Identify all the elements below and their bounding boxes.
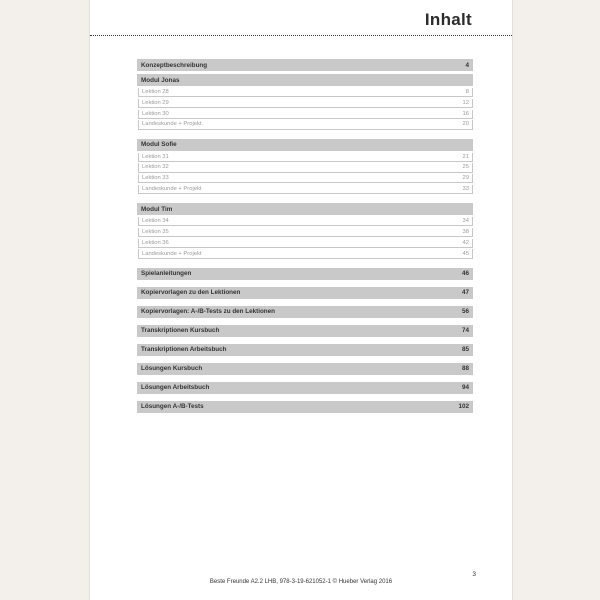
toc-sub-entry-label: Lektion 35 (142, 228, 169, 235)
toc-entry[interactable] (137, 325, 473, 337)
toc-sub-entry-page: 21 (462, 153, 469, 160)
toc-entry[interactable] (137, 59, 473, 71)
toc-sub-entry[interactable] (138, 99, 473, 108)
toc-sub-entry-label: Landeskunde + Projekt (142, 121, 202, 128)
toc-sub-entry[interactable] (138, 110, 473, 119)
toc-section (137, 401, 473, 413)
toc-sub-entry-label: Lektion 29 (142, 99, 169, 106)
toc-section (137, 268, 473, 280)
toc-entry-label: Lösungen A-/B-Tests (141, 403, 204, 411)
toc-sub-entry-page: 12 (462, 99, 469, 106)
toc-sub-entry-page: 45 (462, 250, 469, 257)
toc-section (137, 59, 473, 71)
toc-entry[interactable] (137, 287, 473, 299)
toc-sub-entry-label: Lektion 33 (142, 175, 169, 182)
toc-sub-entry-label: Lektion 31 (142, 153, 169, 160)
toc-entry-label: Modul Tim (141, 205, 173, 213)
toc-sub-entry[interactable] (138, 174, 473, 183)
toc-entry-label: Lösungen Kursbuch (141, 365, 203, 373)
toc-sub-entry[interactable] (138, 228, 473, 237)
toc-entry[interactable] (137, 268, 473, 280)
toc-entry-page: 94 (461, 384, 469, 392)
toc-section (137, 203, 473, 259)
toc-entry-label: Spielanleitungen (141, 270, 192, 278)
toc-sub-entry-page: 16 (462, 110, 469, 117)
toc-section (137, 74, 473, 130)
toc-sub-entry-page: 33 (462, 185, 469, 192)
toc-sub-entry-page: 29 (462, 175, 469, 182)
toc-entry-page: 102 (458, 403, 469, 411)
toc-entry-page: 47 (461, 289, 469, 297)
toc-module-header[interactable] (137, 203, 473, 215)
toc-entry-page: 56 (461, 308, 469, 316)
toc-entry-label: Kopiervorlagen zu den Lektionen (141, 289, 241, 297)
toc-sub-entry-label: Lektion 30 (142, 110, 169, 117)
toc-sub-entry-label: Lektion 36 (142, 239, 169, 246)
toc-sub-entry-page: 34 (462, 218, 469, 225)
toc-sub-entry[interactable] (138, 239, 473, 248)
toc-entry-label: Transkriptionen Arbeitsbuch (141, 346, 227, 354)
toc-sub-entry[interactable] (138, 153, 473, 162)
toc-entry-page: 4 (465, 61, 469, 69)
toc-entry-label: Kopiervorlagen: A-/B-Tests zu den Lektionen (141, 308, 275, 316)
toc-entry-page: 88 (461, 365, 469, 373)
toc-entry-page: 46 (461, 270, 469, 278)
toc-sub-entry[interactable] (138, 88, 473, 97)
toc-sub-entry[interactable] (138, 249, 473, 258)
toc-sub-entry-label: Lektion 34 (142, 218, 169, 225)
toc-section (137, 382, 473, 394)
toc-entry-label: Konzeptbeschreibung (141, 61, 208, 69)
toc-section (137, 306, 473, 318)
toc-sub-entry-page: 8 (465, 89, 469, 96)
toc-module-header[interactable] (137, 74, 473, 86)
toc-sub-entry-label: Lektion 32 (142, 164, 169, 171)
toc-entry[interactable] (137, 344, 473, 356)
toc-entry-page: 74 (461, 327, 469, 335)
title-dotted-rule (90, 35, 512, 36)
toc-entry-label: Lösungen Arbeitsbuch (141, 384, 210, 392)
toc-module-header[interactable] (137, 139, 473, 151)
page-title: Inhalt (424, 10, 472, 29)
footer-text: Beste Freunde A2.2 LHB, 978-3-19-621052-1 © Hueber Verlag 2016 (209, 579, 393, 585)
page-number: 3 (472, 571, 476, 578)
toc-sub-entry-label: Landeskunde + Projekt (142, 185, 202, 192)
toc-entry-page: 85 (461, 346, 469, 354)
toc-sub-entry-page: 25 (462, 164, 469, 171)
toc-section (137, 325, 473, 337)
toc-entry-label: Modul Sofie (141, 141, 177, 149)
toc-section (137, 363, 473, 375)
toc-sub-entry[interactable] (138, 217, 473, 226)
toc-entry[interactable] (137, 401, 473, 413)
toc-sub-entry[interactable] (138, 120, 473, 129)
toc-entry-label: Modul Jonas (141, 76, 180, 84)
table-of-contents (137, 59, 473, 420)
toc-entry[interactable] (137, 382, 473, 394)
toc-section (137, 287, 473, 299)
toc-sub-entry-label: Landeskunde + Projekt (142, 250, 202, 257)
toc-entry[interactable] (137, 363, 473, 375)
document-page (89, 0, 513, 600)
toc-section (137, 344, 473, 356)
toc-sub-entry-page: 42 (462, 239, 469, 246)
toc-entry[interactable] (137, 306, 473, 318)
toc-section (137, 139, 473, 195)
toc-sub-entry-label: Lektion 28 (142, 89, 169, 96)
toc-sub-entry-page: 20 (462, 121, 469, 128)
toc-entry-label: Transkriptionen Kursbuch (141, 327, 220, 335)
toc-sub-entry-page: 38 (462, 228, 469, 235)
toc-sub-entry[interactable] (138, 185, 473, 194)
toc-sub-entry[interactable] (138, 163, 473, 172)
